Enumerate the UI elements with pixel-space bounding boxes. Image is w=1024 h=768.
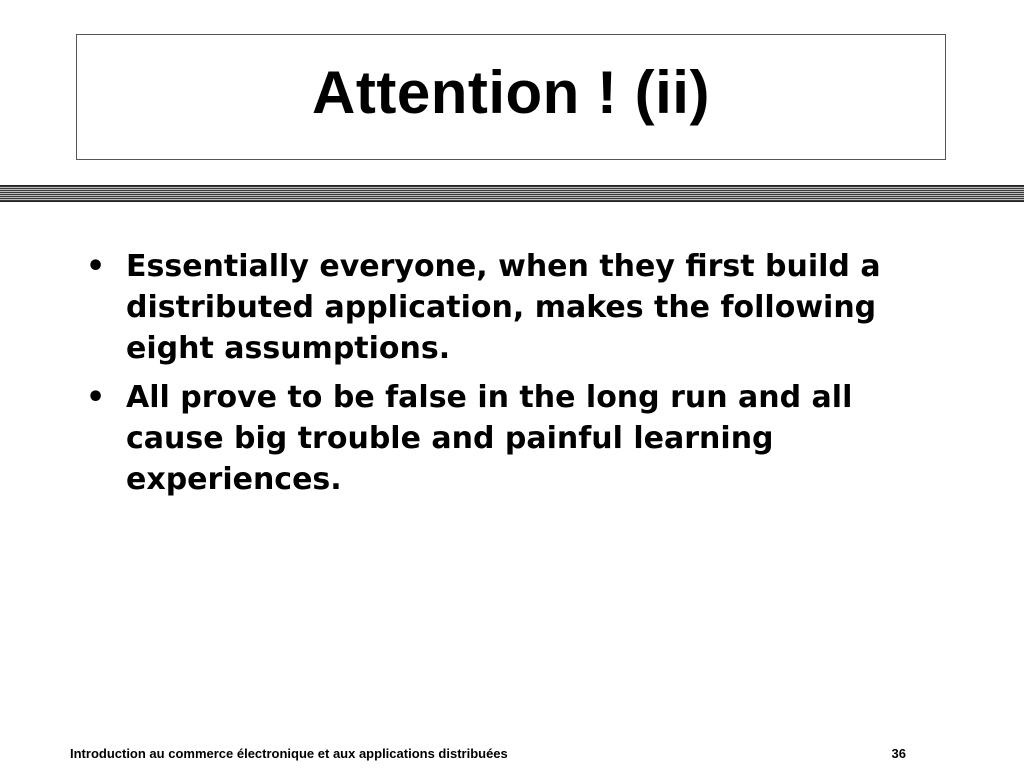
slide-title: Attention ! (ii) <box>312 59 710 126</box>
bullet-icon: • <box>86 380 106 415</box>
bullet-list <box>86 246 946 508</box>
bullet-item <box>86 246 946 369</box>
title-box <box>76 34 946 160</box>
bullet-text: Essentially everyone, when they first build a distributed application, makes the following eight assumptions. <box>126 249 881 366</box>
footer-course-title: Introduction au commerce électronique et aux applications distribuées <box>70 746 508 761</box>
bullet-icon: • <box>86 249 106 284</box>
bullet-text: All prove to be false in the long run and all cause big trouble and painful learning experiences. <box>126 380 853 497</box>
decorative-divider <box>0 185 1024 202</box>
footer-page-number: 36 <box>891 746 906 761</box>
bullet-item <box>86 377 946 500</box>
